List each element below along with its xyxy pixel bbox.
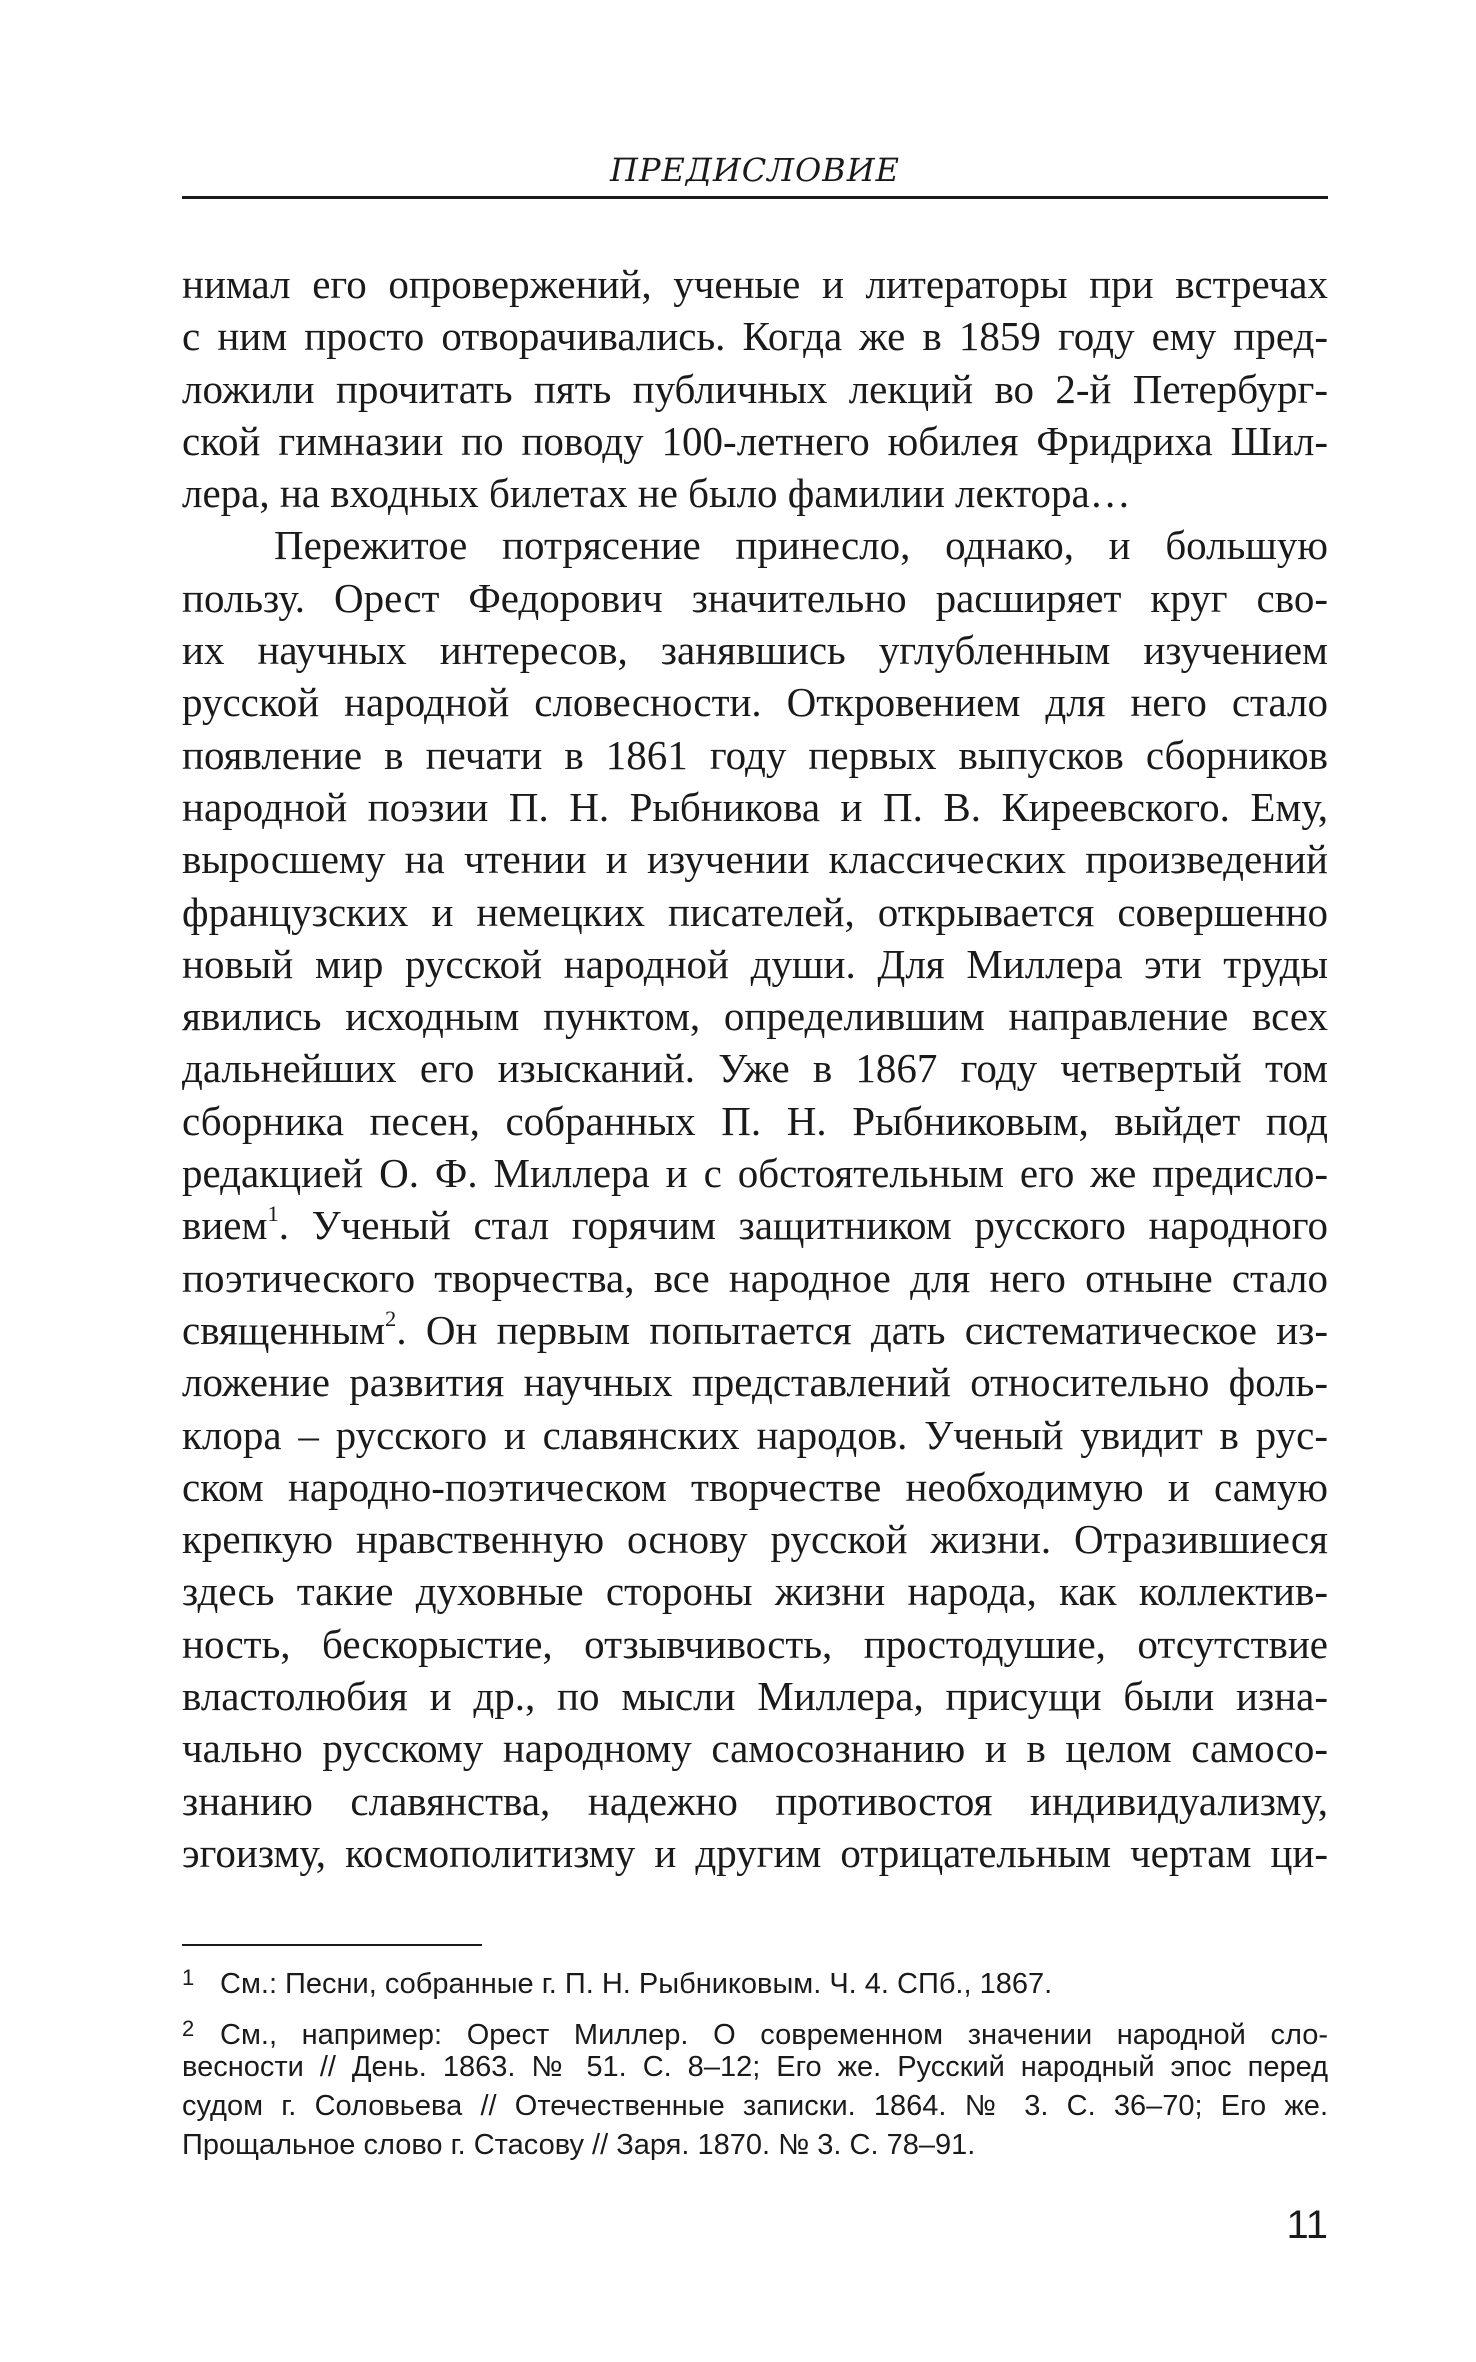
text-line: здесь такие духовные стороны жизни народа, как коллектив- xyxy=(182,1568,1328,1615)
text-fragment: вием xyxy=(182,1202,268,1249)
footnote-text-line: судом г. Соловьева // Отечественные записки. 1864. № 3. С. 36–70; Его же. xyxy=(182,2090,1328,2122)
header-rule xyxy=(182,196,1328,199)
text-line: чально русскому народному самосознанию и в целом самосо- xyxy=(182,1725,1328,1772)
running-title: ПРЕДИСЛОВИЕ xyxy=(610,151,900,189)
footnote-ref-2[interactable]: 2 xyxy=(385,1305,397,1331)
text-line: русской народной словесности. Откровением для него стало xyxy=(182,679,1328,726)
text-line: их научных интересов, занявшись углубленным изучением xyxy=(182,627,1328,674)
text-line-with-footnote-ref xyxy=(182,1199,1328,1251)
text-line: ность, бескорыстие, отзывчивость, простодушие, отсутствие xyxy=(182,1620,1328,1667)
footnote-text: См.: Песни, собранные г. П. Н. Рыбниковым. Ч. 4. СПб., 1867. xyxy=(220,1968,1053,2000)
text-line: французских и немецких писателей, открывается совершенно xyxy=(182,888,1328,935)
text-line: редакцией О. Ф. Миллера и с обстоятельным его же предисло- xyxy=(182,1150,1328,1197)
page-number: 11 xyxy=(1286,2203,1328,2247)
footnote-ref-1[interactable]: 1 xyxy=(267,1201,279,1227)
text-line: народной поэзии П. Н. Рыбникова и П. В. Киреевского. Ему, xyxy=(182,783,1328,830)
text-line: явились исходным пунктом, определившим направление всех xyxy=(182,993,1328,1040)
text-line: знанию славянства, надежно противостоя индивидуализму, xyxy=(182,1777,1328,1824)
text-line: ском народно-поэтическом творчестве необходимую и самую xyxy=(182,1463,1328,1510)
text-line: с ним просто отворачивались. Когда же в 1859 году ему пред- xyxy=(182,313,1328,360)
text-line: поэтического творчества, все народное для него отныне стало xyxy=(182,1254,1328,1301)
text-line: нимал его опровержений, ученые и литераторы при встречах xyxy=(182,261,1328,307)
text-fragment: священным xyxy=(182,1306,386,1353)
text-line: появление в печати в 1861 году первых выпусков сборников xyxy=(182,731,1328,778)
text-line: эгоизму, космополитизму и другим отрицательным чертам ци- xyxy=(182,1829,1328,1876)
text-fragment: . Ученый стал горячим защитником русского народного xyxy=(278,1202,1328,1249)
text-line: властолюбия и др., по мысли Миллера, присущи были изна- xyxy=(182,1673,1328,1720)
text-line: ложили прочитать пять публичных лекций во 2-й Петербург- xyxy=(182,365,1328,412)
text-line: выросшему на чтении и изучении классических произведений xyxy=(182,836,1328,883)
text-line-with-footnote-ref xyxy=(182,1304,1328,1356)
footnote-text-line: Прощальное слово г. Стасову // Заря. 1870. № 3. С. 78–91. xyxy=(182,2129,976,2161)
text-line: дальнейших его изысканий. Уже в 1867 году четвертый том xyxy=(182,1045,1328,1092)
text-line: ской гимназии по поводу 100-летнего юбилея Фридриха Шил- xyxy=(182,417,1328,464)
footnote-rule xyxy=(182,1944,482,1946)
paragraph-first-line: Пережитое потрясение принесло, однако, и большую xyxy=(274,522,1328,569)
footnote-text-line: весности // День. 1863. № 51. С. 8–12; Его же. Русский народный эпос перед xyxy=(182,2051,1328,2083)
footnote-text: См., например: Орест Миллер. О современном значении народной сло- xyxy=(220,2019,1328,2051)
text-line: клора – русского и славянских народов. Ученый увидит в рус- xyxy=(182,1411,1328,1458)
footnote-2 xyxy=(182,2009,1328,2051)
footnote-number: 1 xyxy=(182,1965,195,1990)
text-line: новый мир русской народной души. Для Миллера эти труды xyxy=(182,940,1328,987)
footnote-1 xyxy=(182,1958,1328,2000)
text-line: лера, на входных билетах не было фамилии лектора… xyxy=(182,470,1131,517)
text-fragment: . Он первым попытается дать систематическое из- xyxy=(396,1306,1328,1353)
main-text xyxy=(182,258,1328,1879)
footnote-number: 2 xyxy=(182,2016,195,2041)
text-line: крепкую нравственную основу русской жизни. Отразившиеся xyxy=(182,1516,1328,1563)
text-line: пользу. Орест Федорович значительно расширяет круг сво- xyxy=(182,574,1328,621)
text-line: сборника песен, собранных П. Н. Рыбниковым, выйдет под xyxy=(182,1097,1328,1144)
text-line: ложение развития научных представлений относительно фоль- xyxy=(182,1359,1328,1406)
footnotes xyxy=(182,1958,1328,2165)
